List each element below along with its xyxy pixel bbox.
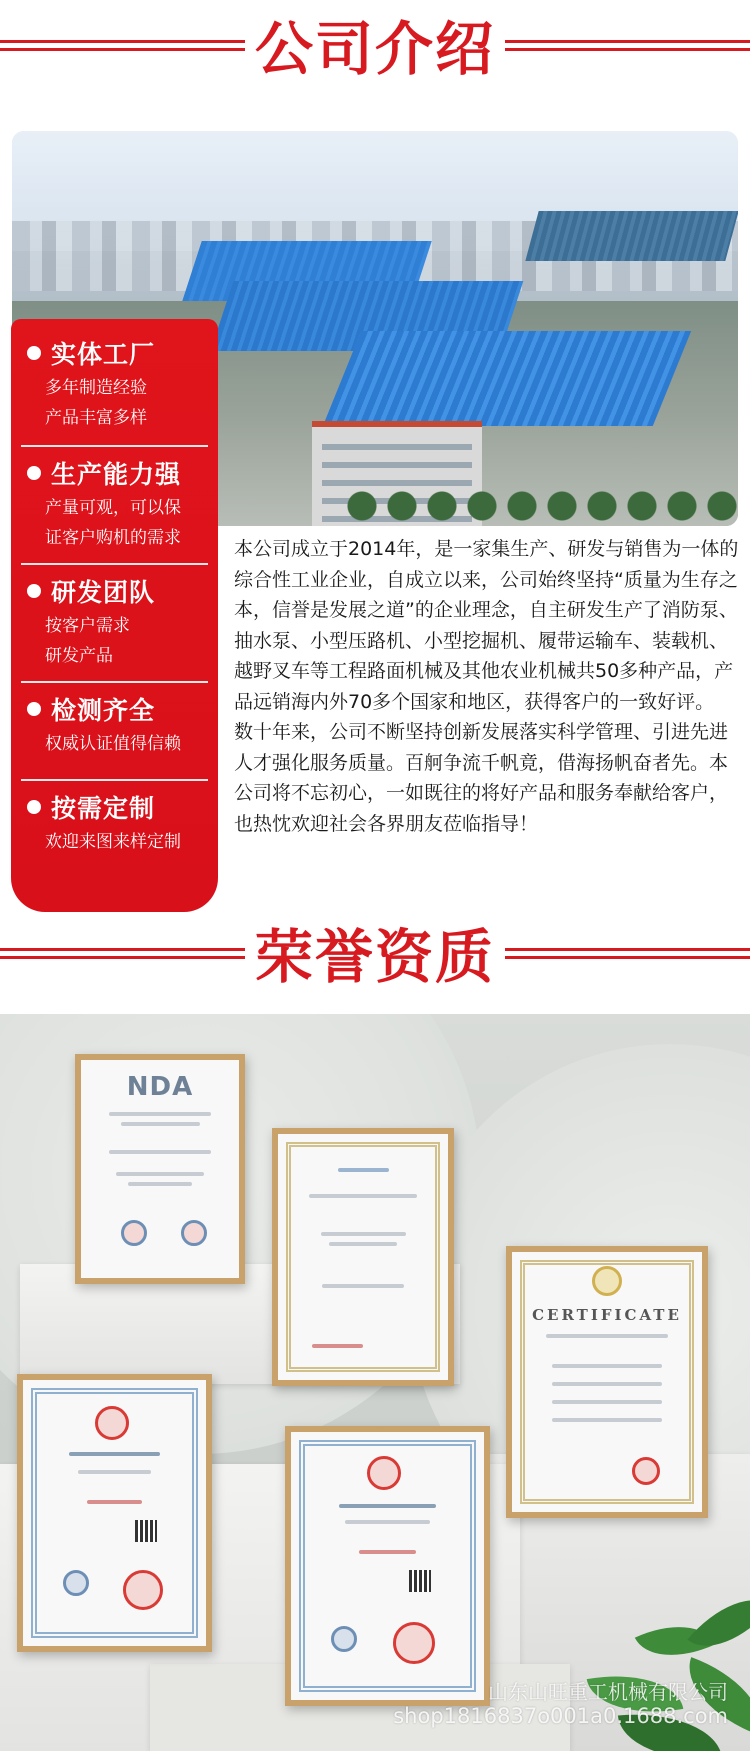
certificate-frame (17, 1374, 212, 1652)
header-decor-lines-left (0, 948, 245, 962)
certificates-showcase-photo (0, 1014, 750, 1751)
feature-title: 检测齐全 (51, 696, 156, 725)
watermark-shop-url: shop1816837o001a0.1688.com (393, 1704, 728, 1728)
feature-item (21, 681, 208, 779)
features-panel (11, 319, 218, 912)
certificate-frame (285, 1426, 490, 1706)
feature-desc-line: 产品丰富多样 (45, 408, 147, 428)
certificate-frame (75, 1054, 245, 1284)
feature-item (21, 779, 208, 877)
bullet-dot-icon (27, 800, 41, 814)
header-decor-lines-right (505, 948, 750, 962)
feature-desc-line: 权威认证值得信赖 (45, 734, 181, 754)
feature-item (21, 327, 208, 445)
feature-desc-line: 证客户购机的需求 (45, 528, 181, 548)
about-section-header (0, 4, 750, 94)
feature-title: 按需定制 (51, 794, 156, 823)
header-decor-lines-left (0, 40, 245, 54)
feature-desc-line: 欢迎来图来样定制 (45, 832, 181, 852)
certificate-frame (272, 1128, 454, 1386)
about-section-title: 公司介绍 (254, 15, 495, 83)
intro-paragraph-1: 本公司成立于2014年，是一家集生产、研发与销售为一体的综合性工业企业，自成立以来，公司始终坚持“质量为生存之本，信誉是发展之道”的企业理念，自主研发生产了消防泵、抽水泵、小型压路机、小型挖掘机、履带运输车、装载机、越野叉车等工程路面机械及其他农业机械共50多种产品，产品远销海内外70多个国家和地区，获得客户的一致好评。 (234, 538, 739, 713)
feature-title: 生产能力强 (51, 460, 182, 489)
header-decor-lines-right (505, 40, 750, 54)
feature-title: 实体工厂 (51, 340, 156, 369)
bullet-dot-icon (27, 702, 41, 716)
feature-title: 研发团队 (51, 578, 156, 607)
bullet-dot-icon (27, 466, 41, 480)
company-intro-text (234, 534, 744, 839)
certificate-logo-text: NDA (126, 1072, 194, 1102)
certificate-frame (506, 1246, 708, 1518)
feature-desc-line: 多年制造经验 (45, 378, 147, 398)
bullet-dot-icon (27, 346, 41, 360)
feature-desc-line: 产量可观，可以保 (45, 498, 181, 518)
honor-section-header (0, 912, 750, 1002)
bullet-dot-icon (27, 584, 41, 598)
intro-paragraph-2: 数十年来，公司不断坚持创新发展落实科学管理、引进先进人才强化服务质量。百舸争流千帆竟，借海扬帆奋者先。本公司将不忘初心，一如既往的将好产品和服务奉献给客户，也热忱欢迎社会各界朋友莅临指导！ (234, 721, 729, 835)
feature-desc-line: 研发产品 (45, 646, 113, 666)
feature-item (21, 563, 208, 681)
feature-item (21, 445, 208, 563)
feature-desc-line: 按客户需求 (45, 616, 130, 636)
certificate-heading: CERTIFICATE (532, 1306, 682, 1324)
honor-section-title: 荣誉资质 (254, 923, 495, 991)
watermark-company: 山东山旺重工机械有限公司 (488, 1680, 728, 1704)
